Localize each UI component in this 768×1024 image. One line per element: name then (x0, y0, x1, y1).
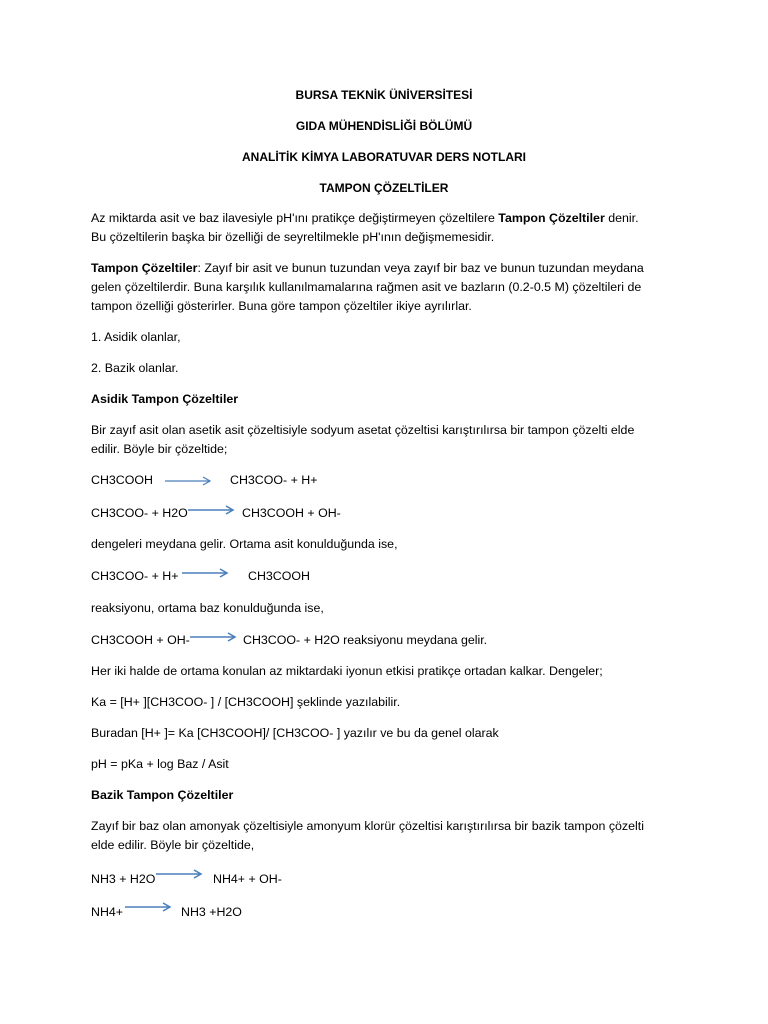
basic-reaction-2-left: NH4+ (91, 905, 124, 919)
right-arrow-icon (124, 902, 172, 912)
acidic-heading: Asidik Tampon Çözeltiler (91, 392, 239, 406)
reaction-2-left: CH3COO- + H2O (91, 506, 188, 520)
university-title: BURSA TEKNİK ÜNİVERSİTESİ (295, 88, 473, 102)
reaction-1-right: CH3COO- + H+ (230, 473, 318, 487)
equilibria-text: dengeleri meydana gelir. Ortama asit konulduğunda ise, (91, 537, 398, 551)
topic-title: TAMPON ÇÖZELTİLER (319, 181, 449, 195)
right-arrow-icon (164, 476, 212, 486)
definition-line-3: tampon özelliği gösterirler. Buna göre tampon çözeltiler ikiye ayrılırlar. (91, 299, 472, 313)
definition-line-1 (91, 260, 644, 276)
type-item-acidic: 1. Asidik olanlar, (91, 330, 181, 344)
intro-text: Az miktarda asit ve baz ilavesiyle pH'ını pratikçe değiştirmeyen çözeltilere (91, 211, 499, 225)
intro-text-end: denir. (604, 211, 639, 225)
reaction-4-left: CH3COOH + OH- (91, 633, 190, 647)
basic-paragraph-line-1: Zayıf bir baz olan amonyak çözeltisiyle amonyum klorür çözeltisi karıştırılırsa bir bazik tampon çözelti (91, 819, 644, 833)
reaction-3-left: CH3COO- + H+ (91, 569, 179, 583)
acidic-paragraph-line-2: edilir. Böyle bir çözeltide; (91, 442, 228, 456)
definition-text: : Zayıf bir asit ve bunun tuzundan veya zayıf bir baz ve bunun tuzundan meydana (197, 261, 644, 275)
ka-equation: Ka = [H+ ][CH3COO- ] / [CH3COOH] şeklinde yazılabilir. (91, 695, 401, 709)
right-arrow-icon (181, 568, 229, 578)
course-title: ANALİTİK KİMYA LABORATUVAR DERS NOTLARI (242, 150, 526, 164)
intro-term: Tampon Çözeltiler (498, 211, 605, 225)
right-arrow-icon (189, 632, 237, 642)
effect-text: Her iki halde de ortama konulan az miktardaki iyonun etkisi pratikçe ortadan kalkar. Dengeler; (91, 664, 603, 678)
reaction-1-left: CH3COOH (91, 473, 153, 487)
right-arrow-icon (155, 869, 203, 879)
basic-reaction-1-left: NH3 + H2O (91, 872, 156, 886)
ph-equation: pH = pKa + log Baz / Asit (91, 757, 229, 771)
type-item-basic: 2. Bazik olanlar. (91, 361, 179, 375)
h-equation: Buradan [H+ ]= Ka [CH3COOH]/ [CH3COO- ] yazılır ve bu da genel olarak (91, 726, 499, 740)
acidic-paragraph-line-1: Bir zayıf asit olan asetik asit çözeltisiyle sodyum asetat çözeltisi karıştırılırsa bir tampon çözelti elde (91, 423, 635, 437)
reaction-text: reaksiyonu, ortama baz konulduğunda ise, (91, 601, 324, 615)
intro-line-1 (91, 210, 639, 226)
basic-heading: Bazik Tampon Çözeltiler (91, 788, 234, 802)
definition-term: Tampon Çözeltiler (91, 261, 198, 275)
definition-line-2: gelen çözeltilerdir. Buna karşılık kullanılmamalarına rağmen asit ve bazların (0.2-0.5 M) çözeltileri de (91, 280, 642, 294)
reaction-2-right: CH3COOH + OH- (242, 506, 341, 520)
basic-paragraph-line-2: elde edilir. Böyle bir çözeltide, (91, 838, 255, 852)
reaction-3-right: CH3COOH (248, 569, 310, 583)
basic-reaction-2-right: NH3 +H2O (181, 905, 242, 919)
basic-reaction-1-right: NH4+ + OH- (213, 872, 282, 886)
intro-line-2: Bu çözeltilerin başka bir özelliği de seyreltilmekle pH'ının değişmemesidir. (91, 230, 495, 244)
reaction-4-right: CH3COO- + H2O reaksiyonu meydana gelir. (243, 633, 488, 647)
department-title: GIDA MÜHENDİSLİĞİ BÖLÜMÜ (295, 119, 473, 133)
right-arrow-icon (187, 505, 235, 515)
